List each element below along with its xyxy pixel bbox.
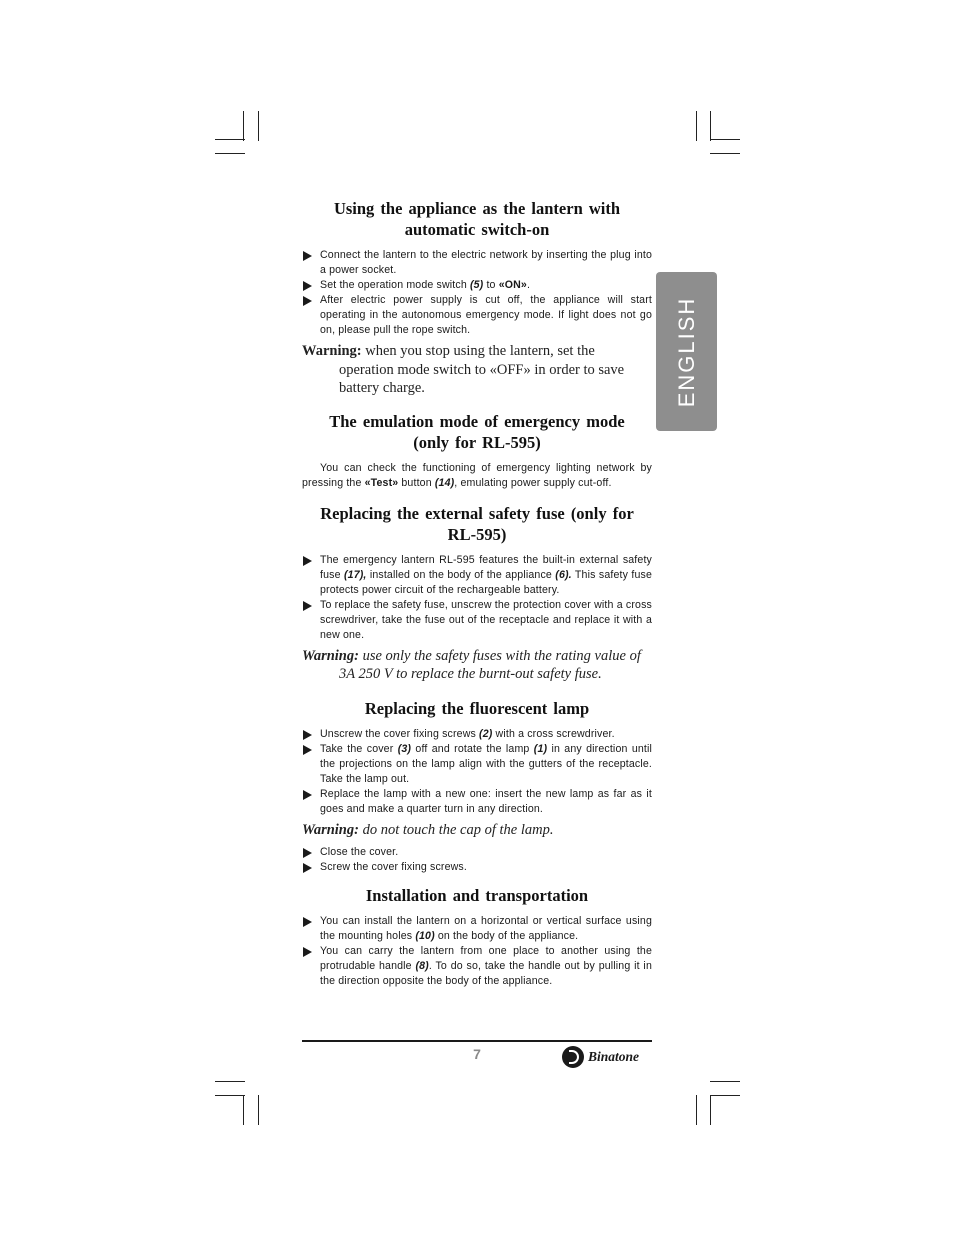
warning-text: do not touch the cap of the lamp. (358, 821, 554, 838)
item-text: After electric power supply is cut off, the appliance will start operating in the autonomous emergency mode. If light does not go on, please pull the rope switch. (320, 294, 652, 336)
item-text: Connect the lantern to the electric network by inserting the plug into a power socket. (320, 249, 652, 276)
section-installation (302, 885, 652, 989)
crop-mark (215, 1081, 245, 1082)
crop-mark (696, 1095, 697, 1125)
warning-label: Warning: (302, 647, 359, 664)
warning-note (302, 342, 652, 398)
part-ref: (8) (415, 960, 429, 972)
para-text: button (398, 476, 435, 489)
item-text: You can install the lantern on a horizontal or vertical surface using the mounting holes (320, 915, 652, 942)
section-heading: Using the appliance as the lantern with automatic switch-on (333, 199, 621, 239)
item-text: with a cross screwdriver. (492, 727, 615, 740)
crop-mark (710, 139, 740, 140)
section-replace-fuse (302, 503, 652, 684)
crop-mark (243, 1095, 244, 1125)
list-item (302, 293, 652, 338)
section-emulation-mode (302, 411, 652, 491)
item-text: Close the cover. (320, 846, 399, 858)
item-text: . (526, 279, 531, 291)
list-item (302, 248, 652, 278)
para-text: , emulating power supply cut-off. (454, 476, 612, 489)
language-tab-label: ENGLISH (673, 296, 699, 407)
crop-mark (710, 153, 740, 154)
crop-mark (258, 111, 259, 141)
item-text: Unscrew the cover fixing screws (320, 727, 480, 740)
part-ref: (2) (479, 727, 493, 740)
bullet-list (302, 553, 652, 643)
crop-mark (243, 111, 244, 141)
crop-mark (710, 111, 711, 141)
item-text: Take the cover (320, 742, 398, 755)
part-ref: (17), (343, 568, 367, 581)
crop-mark (215, 139, 245, 140)
crop-mark (710, 1095, 740, 1096)
section-heading: Replacing the fluorescent lamp (364, 698, 590, 718)
list-item (302, 598, 652, 643)
item-text: You can carry the lantern from one place to another using the protrudable handle (320, 945, 652, 972)
part-ref: (10) (415, 930, 435, 942)
part-ref: (5) (469, 279, 484, 291)
crop-mark (258, 1095, 259, 1125)
item-text: Set the operation mode switch (320, 279, 470, 291)
part-ref: (3) (397, 742, 412, 755)
crop-mark (710, 1095, 711, 1125)
item-text: off and rotate the lamp (411, 742, 534, 755)
item-text: in any direction until the projections on the lamp align with the gutters of the receptacle. Take the lamp out. (320, 742, 652, 785)
section-replace-lamp (302, 698, 652, 876)
brand-logo (562, 1045, 639, 1069)
bullet-list (302, 845, 652, 875)
paragraph (302, 461, 652, 491)
item-text: Replace the lamp with a new one: insert the new lamp as far as it goes and make a quarter turn in any direction. (320, 787, 652, 815)
item-text: to (483, 279, 499, 291)
item-text: Screw the cover fixing screws. (320, 861, 467, 873)
crop-mark (215, 1095, 245, 1096)
para-text: You can check the functioning of emergency lighting network by pressing the (302, 461, 652, 489)
section-heading: Installation and transportation (365, 886, 589, 905)
item-text: installed on the body of the appliance (366, 568, 556, 581)
section-heading: The emulation mode of emergency mode (only for RL-595) (329, 411, 625, 452)
list-item (302, 914, 652, 944)
crop-mark (696, 111, 697, 141)
warning-label: Warning: (302, 343, 362, 359)
list-item (302, 860, 652, 875)
brand-name: Binatone (588, 1049, 640, 1064)
language-tab (656, 272, 717, 431)
list-item (302, 742, 652, 787)
button-label: «Test» (364, 476, 399, 489)
list-item (302, 553, 652, 598)
warning-label: Warning: (302, 821, 359, 838)
list-item (302, 845, 652, 860)
list-item (302, 727, 652, 742)
warning-note (302, 821, 652, 840)
item-text: To replace the safety fuse, unscrew the protection cover with a cross screwdriver, take the fuse out of the receptacle and replace it with a new one. (320, 598, 652, 641)
bullet-list (302, 914, 652, 989)
bullet-list (302, 248, 652, 338)
crop-mark (710, 1081, 740, 1082)
list-item (302, 944, 652, 989)
list-item (302, 787, 652, 817)
page-content (302, 198, 652, 989)
item-text: on the body of the appliance. (434, 930, 579, 942)
warning-text: use only the safety fuses with the rating value of 3A 250 V to replace the burnt-out safety fuse. (339, 647, 641, 682)
mode-label: «ON» (498, 279, 527, 291)
part-ref: (1) (533, 742, 548, 755)
warning-note (302, 647, 652, 684)
bullet-list (302, 727, 652, 817)
page-number: 7 (473, 1046, 481, 1062)
item-text: This safety fuse protects power circuit of the rechargeable battery. (320, 568, 652, 596)
section-lantern-auto (302, 198, 652, 398)
part-ref: (14) (434, 476, 455, 489)
crop-mark (215, 153, 245, 154)
section-heading: Replacing the external safety fuse (only for RL-595) (320, 503, 634, 544)
footer-divider (302, 1040, 652, 1042)
brand-logo-icon (562, 1046, 584, 1068)
list-item (302, 278, 652, 293)
warning-text: when you stop using the lantern, set the operation mode switch to «OFF» in order to save battery charge. (339, 343, 625, 396)
part-ref: (6). (555, 568, 572, 581)
item-text: . To do so, take the handle out by pulling it in the direction opposite the body of the appliance. (320, 960, 652, 987)
item-text: The emergency lantern RL-595 features the built-in external safety fuse (320, 553, 652, 581)
